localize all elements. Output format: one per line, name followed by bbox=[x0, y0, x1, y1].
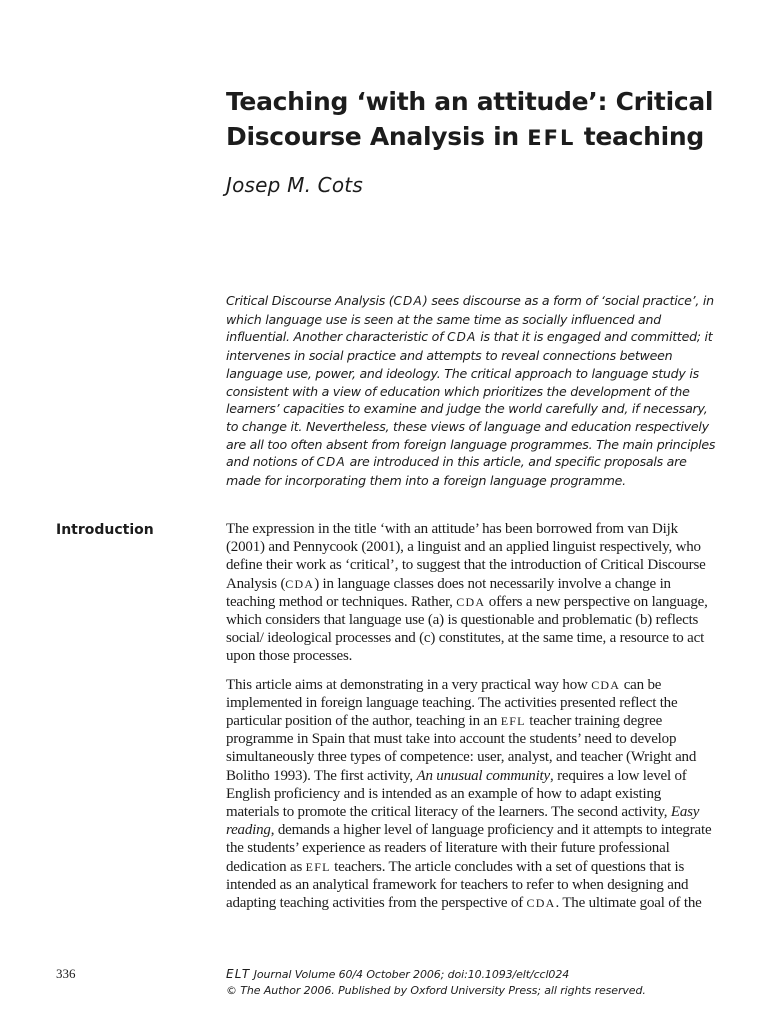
title-abbreviation: EFL bbox=[527, 126, 576, 150]
abbreviation: CDA bbox=[393, 294, 423, 308]
paragraph-text: teachers. The article concludes with a set of questions that is intended as an analytical framework for teachers to refer to when designing and adapting teaching activities from the perspective of bbox=[226, 858, 689, 912]
page-number: 336 bbox=[56, 966, 76, 981]
journal-footer bbox=[226, 966, 736, 999]
paragraph-text: ) in language classes does not necessarily involve a change in teaching method or techniques. Rather, bbox=[226, 575, 671, 610]
title-part-1: Teaching ‘with an attitude’: Critical Discourse Analysis in bbox=[226, 87, 714, 151]
journal-citation-text: Journal Volume 60/4 October 2006; doi:10.1093/elt/ccl024 bbox=[250, 968, 570, 981]
paragraph-text: can be implemented in foreign language teaching. The activities presented reflect the particular position of the author, teaching in an bbox=[226, 676, 678, 730]
copyright-notice: © The Author 2006. Published by Oxford University Press; all rights reserved. bbox=[226, 984, 646, 997]
paragraph-text: . The ultimate goal of the bbox=[555, 895, 702, 912]
abstract-text: Critical Discourse Analysis ( bbox=[226, 293, 394, 308]
abstract-text: ) sees discourse as a form of ‘social practice’, in which language use is seen at the same time as socially influenced and influential. Another characteristic of bbox=[226, 293, 714, 345]
paragraph-text: offers a new perspective on language, which considers that language use (a) is questionable and problematic (b) reflects social/ ideological processes and (c) constitutes, at the same time, a resource to act upon those processes. bbox=[226, 593, 708, 665]
paragraph bbox=[226, 520, 716, 666]
abbreviation: EFL bbox=[305, 859, 331, 874]
paragraph-text: , requires a low level of English proficiency and is intended as an example of how to adapt existing materials to promote the critical literacy of the learners. The second activity, bbox=[226, 767, 687, 821]
title-part-2: teaching bbox=[575, 122, 704, 151]
paragraph bbox=[226, 676, 716, 913]
journal-abbreviation: ELT bbox=[226, 967, 251, 981]
abbreviation: CDA bbox=[591, 677, 621, 692]
abbreviation: CDA bbox=[456, 594, 486, 609]
author-name: Josep M. Cots bbox=[226, 173, 363, 197]
article-title bbox=[226, 84, 746, 156]
abbreviation: CDA bbox=[285, 576, 315, 591]
abbreviation: CDA bbox=[526, 896, 556, 911]
abstract bbox=[226, 292, 716, 490]
paragraph-text: This article aims at demonstrating in a very practical way how bbox=[226, 676, 592, 693]
abbreviation: CDA bbox=[447, 330, 477, 345]
activity-title: Easy reading bbox=[226, 804, 700, 839]
journal-citation bbox=[226, 966, 736, 983]
body-text bbox=[226, 520, 716, 922]
abbreviation: CDA bbox=[316, 455, 346, 470]
abbreviation: EFL bbox=[500, 714, 526, 729]
paragraph-text: teacher training degree programme in Spain that must take into account the students’ need to develop simultaneously three types of competence: user, analyst, and teacher (Wright and Bolitho 1993). The first activity, bbox=[226, 713, 697, 784]
section-heading: Introduction bbox=[56, 522, 154, 538]
paragraph-text: , demands a higher level of language proficiency and it attempts to integrate the students’ experience as readers of literature with their future professional dedication as bbox=[226, 822, 712, 875]
paragraph-text: The expression in the title ‘with an attitude’ has been borrowed from van Dijk (2001) and Pennycook (2001), a linguist and an applied linguist respectively, who define their work as ‘critical’, to suggest that the introduction of Critical Discourse Analysis ( bbox=[226, 521, 706, 592]
abstract-text: is that it is engaged and committed; it intervenes in social practice and attempts to reveal connections between language use, power, and ideology. The critical approach to language study is consistent with a view of education which prioritizes the development of the learners’ capacities to examine and judge the world carefully and, if necessary, to change it. Nevertheless, these views of language and education respectively are all too often absent from foreign language programmes. The main principles and notions of bbox=[226, 329, 716, 470]
abstract-text: are introduced in this article, and specific proposals are made for incorporating them into a foreign language programme. bbox=[226, 454, 687, 489]
activity-title: An unusual community bbox=[416, 767, 550, 784]
